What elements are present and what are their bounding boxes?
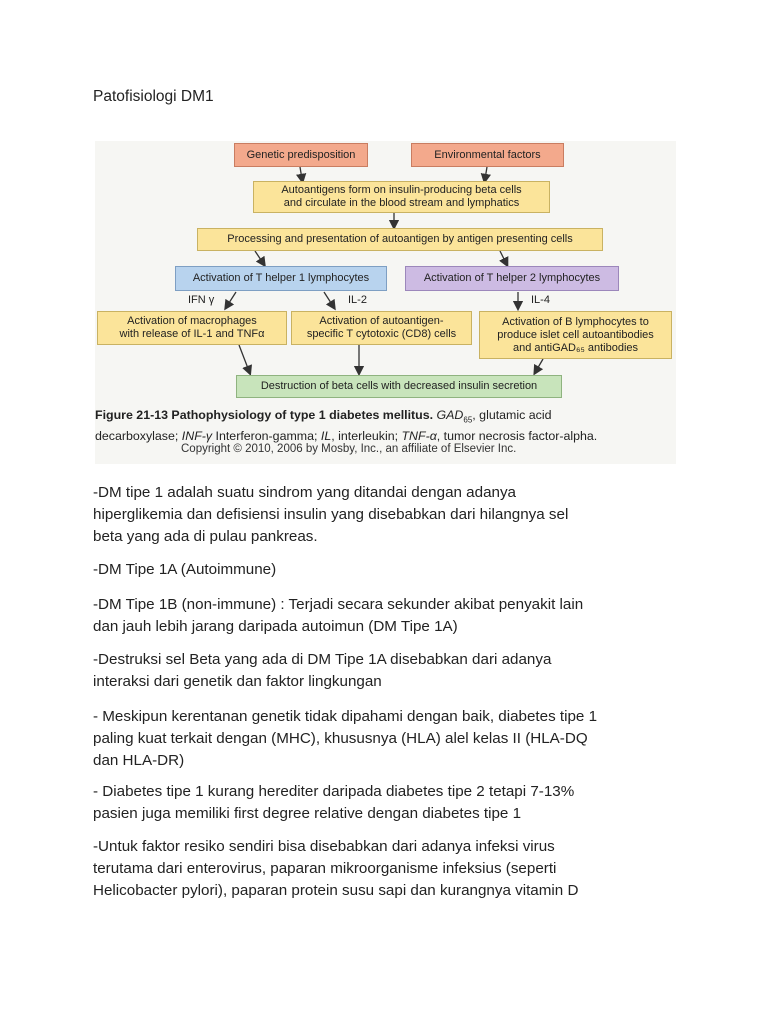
- paragraph-definition: -DM tipe 1 adalah suatu sindrom yang ditandai dengan adanya hiperglikemia dan defisiensi insulin yang disebabkan dari hilangnya sel beta yang ada di pulau pankreas.: [93, 484, 569, 545]
- arrow-th1-to-macrophages: [227, 292, 236, 306]
- th1-activation-box: Activation of T helper 1 lymphocytes: [175, 266, 387, 291]
- il2-label: IL-2: [348, 294, 367, 306]
- page-title: Patofisiologi DM1: [93, 88, 214, 105]
- figure-caption: [95, 407, 676, 445]
- ifn-gamma-label: IFN γ: [188, 294, 215, 306]
- paragraph-type-1b: -DM Tipe 1B (non-immune) : Terjadi secara sekunder akibat penyakit lain dan jauh lebih jarang daripada autoimun (DM Tipe 1A): [93, 596, 584, 635]
- th2-activation-box: Activation of T helper 2 lymphocytes: [405, 266, 619, 291]
- environmental-factors-box: Environmental factors: [411, 143, 564, 167]
- paragraph-risk-factors: -Untuk faktor resiko sendiri bisa disebabkan dari adanya infeksi virus terutama dari enterovirus, paparan mikroorganisme infeksius (seperti Helicobacter pylori), paparan protein susu sapi dan kurangnya vitamin D: [93, 838, 579, 899]
- paragraph-type-1a: -DM Tipe 1A (Autoimmune): [93, 561, 277, 578]
- arrow-macrophages-to-destruction: [239, 345, 249, 371]
- figure-copyright: Copyright © 2010, 2006 by Mosby, Inc., an affiliate of Elsevier Inc.: [181, 443, 517, 455]
- arrow-th1-to-cd8: [324, 292, 333, 306]
- macrophages-box: Activation of macrophages with release of IL-1 and TNFα: [97, 311, 287, 345]
- genetic-predisposition-box: Genetic predisposition: [234, 143, 368, 167]
- arrow-bcells-to-destruction: [536, 359, 543, 371]
- b-lymphocytes-box: Activation of B lymphocytes to produce islet cell autoantibodies and antiGAD₆₅ antibodies: [479, 311, 672, 359]
- processing-box: Processing and presentation of autoantigen by antigen presenting cells: [197, 228, 603, 251]
- caption-line-2: decarboxylase; INF-γ Interferon-gamma; IL, interleukin; TNF-α, tumor necrosis factor-alpha.: [95, 429, 598, 444]
- arrow-processing-to-th1: [255, 251, 263, 263]
- paragraph-heredity: - Diabetes tipe 1 kurang herediter daripada diabetes tipe 2 tetapi 7-13% pasien juga memiliki first degree relative dengan diabetes tipe 1: [93, 783, 575, 822]
- paragraph-genetic-susceptibility: - Meskipun kerentanan genetik tidak dipahami dengan baik, diabetes tipe 1 paling kuat terkait dengan (MHC), khususnya (HLA) alel kelas II (HLA-DQ dan HLA-DR): [93, 708, 598, 769]
- paragraph-beta-destruction: -Destruksi sel Beta yang ada di DM Tipe 1A disebabkan dari adanya interaksi dari genetik dan faktor lingkungan: [93, 651, 552, 690]
- arrow-environmental-to-autoantigens: [485, 167, 487, 179]
- beta-cell-destruction-box: Destruction of beta cells with decreased insulin secretion: [236, 375, 562, 398]
- arrow-processing-to-th2: [500, 251, 506, 263]
- pathophysiology-figure: [95, 141, 676, 464]
- caption-line-1: Figure 21-13 Pathophysiology of type 1 diabetes mellitus. $GAD_{65}$, glutamic acid: [95, 408, 552, 425]
- autoantigens-box: Autoantigens form on insulin-producing beta cells and circulate in the blood stream and lymphatics: [253, 181, 550, 213]
- il4-label: IL-4: [531, 294, 550, 306]
- cd8-activation-box: Activation of autoantigen- specific T cytotoxic (CD8) cells: [291, 311, 472, 345]
- arrow-genetic-to-autoantigens: [300, 167, 302, 179]
